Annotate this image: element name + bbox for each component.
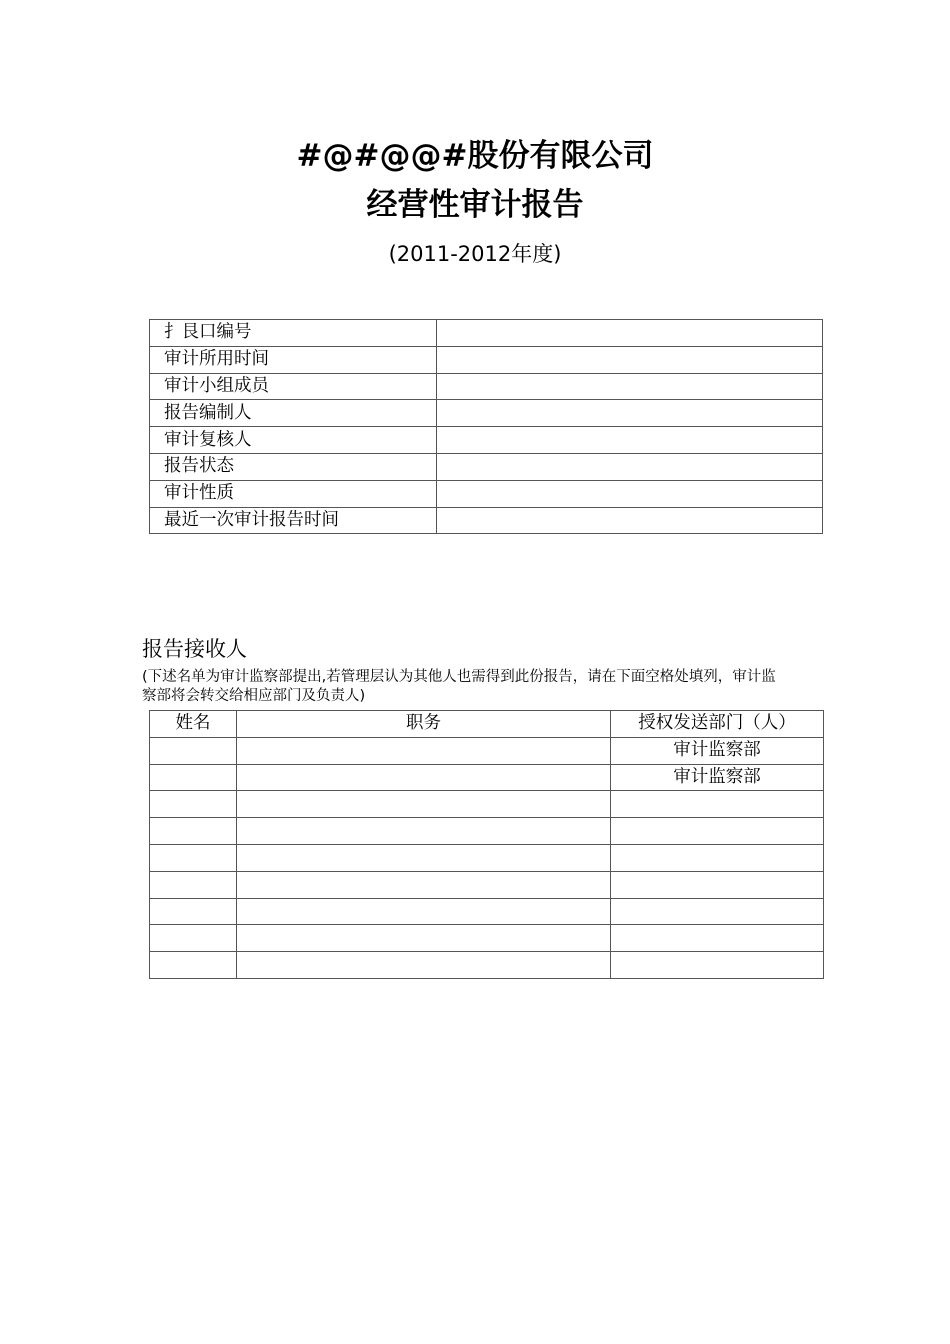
column-header-name: 姓名 bbox=[150, 711, 237, 738]
table-row bbox=[150, 480, 823, 507]
info-value[interactable] bbox=[437, 427, 823, 454]
info-value[interactable] bbox=[437, 400, 823, 427]
cell-position[interactable] bbox=[237, 764, 611, 791]
table-row bbox=[150, 373, 823, 400]
table-row bbox=[150, 737, 824, 764]
cell-name[interactable] bbox=[150, 925, 237, 952]
cell-name[interactable] bbox=[150, 737, 237, 764]
table-row bbox=[150, 453, 823, 480]
table-row bbox=[150, 952, 824, 979]
cell-department[interactable]: 审计监察部 bbox=[611, 737, 824, 764]
info-value[interactable] bbox=[437, 320, 823, 347]
cell-department[interactable] bbox=[611, 898, 824, 925]
table-row bbox=[150, 844, 824, 871]
info-label: 审计小组成员 bbox=[150, 373, 437, 400]
info-label: 最近一次审计报告时间 bbox=[150, 507, 437, 534]
cell-department[interactable] bbox=[611, 952, 824, 979]
info-label: 报告状态 bbox=[150, 453, 437, 480]
info-label: 报告编制人 bbox=[150, 400, 437, 427]
recipients-table bbox=[149, 710, 824, 979]
cell-name[interactable] bbox=[150, 952, 237, 979]
cell-department[interactable] bbox=[611, 844, 824, 871]
cell-name[interactable] bbox=[150, 898, 237, 925]
cell-position[interactable] bbox=[237, 844, 611, 871]
table-row bbox=[150, 898, 824, 925]
cell-department[interactable] bbox=[611, 925, 824, 952]
info-label: 审计性质 bbox=[150, 480, 437, 507]
recipients-note: (下述名单为审计监察部提出,若管理层认为其他人也需得到此份报告，请在下面空格处填列，审计监察部将会转交给相应部门及负责人) bbox=[142, 669, 776, 704]
cell-position[interactable] bbox=[237, 898, 611, 925]
cell-name[interactable] bbox=[150, 764, 237, 791]
info-value[interactable] bbox=[437, 480, 823, 507]
table-row bbox=[150, 764, 824, 791]
cell-position[interactable] bbox=[237, 791, 611, 818]
cell-name[interactable] bbox=[150, 871, 237, 898]
cell-department[interactable] bbox=[611, 818, 824, 845]
report-title: 经营性审计报告 bbox=[366, 187, 584, 223]
cell-position[interactable] bbox=[237, 871, 611, 898]
table-row bbox=[150, 818, 824, 845]
info-value[interactable] bbox=[437, 346, 823, 373]
cell-name[interactable] bbox=[150, 818, 237, 845]
cell-department[interactable]: 审计监察部 bbox=[611, 764, 824, 791]
cell-name[interactable] bbox=[150, 844, 237, 871]
company-name: #@#@@#股份有限公司 bbox=[296, 138, 654, 174]
cell-position[interactable] bbox=[237, 818, 611, 845]
table-row bbox=[150, 400, 823, 427]
cell-position[interactable] bbox=[237, 737, 611, 764]
report-info-table bbox=[149, 319, 823, 534]
info-label: 审计复核人 bbox=[150, 427, 437, 454]
cell-department[interactable] bbox=[611, 871, 824, 898]
info-value[interactable] bbox=[437, 453, 823, 480]
recipients-heading: 报告接收人 bbox=[142, 637, 247, 661]
cell-department[interactable] bbox=[611, 791, 824, 818]
info-label: 审计所用时间 bbox=[150, 346, 437, 373]
cell-name[interactable] bbox=[150, 791, 237, 818]
cell-position[interactable] bbox=[237, 925, 611, 952]
report-period: (2011-2012年度) bbox=[388, 242, 562, 266]
table-row bbox=[150, 320, 823, 347]
table-row bbox=[150, 427, 823, 454]
column-header-department: 授权发送部门（人） bbox=[611, 711, 824, 738]
info-value[interactable] bbox=[437, 507, 823, 534]
table-header-row bbox=[150, 711, 824, 738]
info-label: 扌艮口编号 bbox=[150, 320, 437, 347]
info-value[interactable] bbox=[437, 373, 823, 400]
table-row bbox=[150, 791, 824, 818]
cell-position[interactable] bbox=[237, 952, 611, 979]
table-row bbox=[150, 871, 824, 898]
column-header-position: 职务 bbox=[237, 711, 611, 738]
table-row bbox=[150, 925, 824, 952]
table-row bbox=[150, 346, 823, 373]
table-row bbox=[150, 507, 823, 534]
